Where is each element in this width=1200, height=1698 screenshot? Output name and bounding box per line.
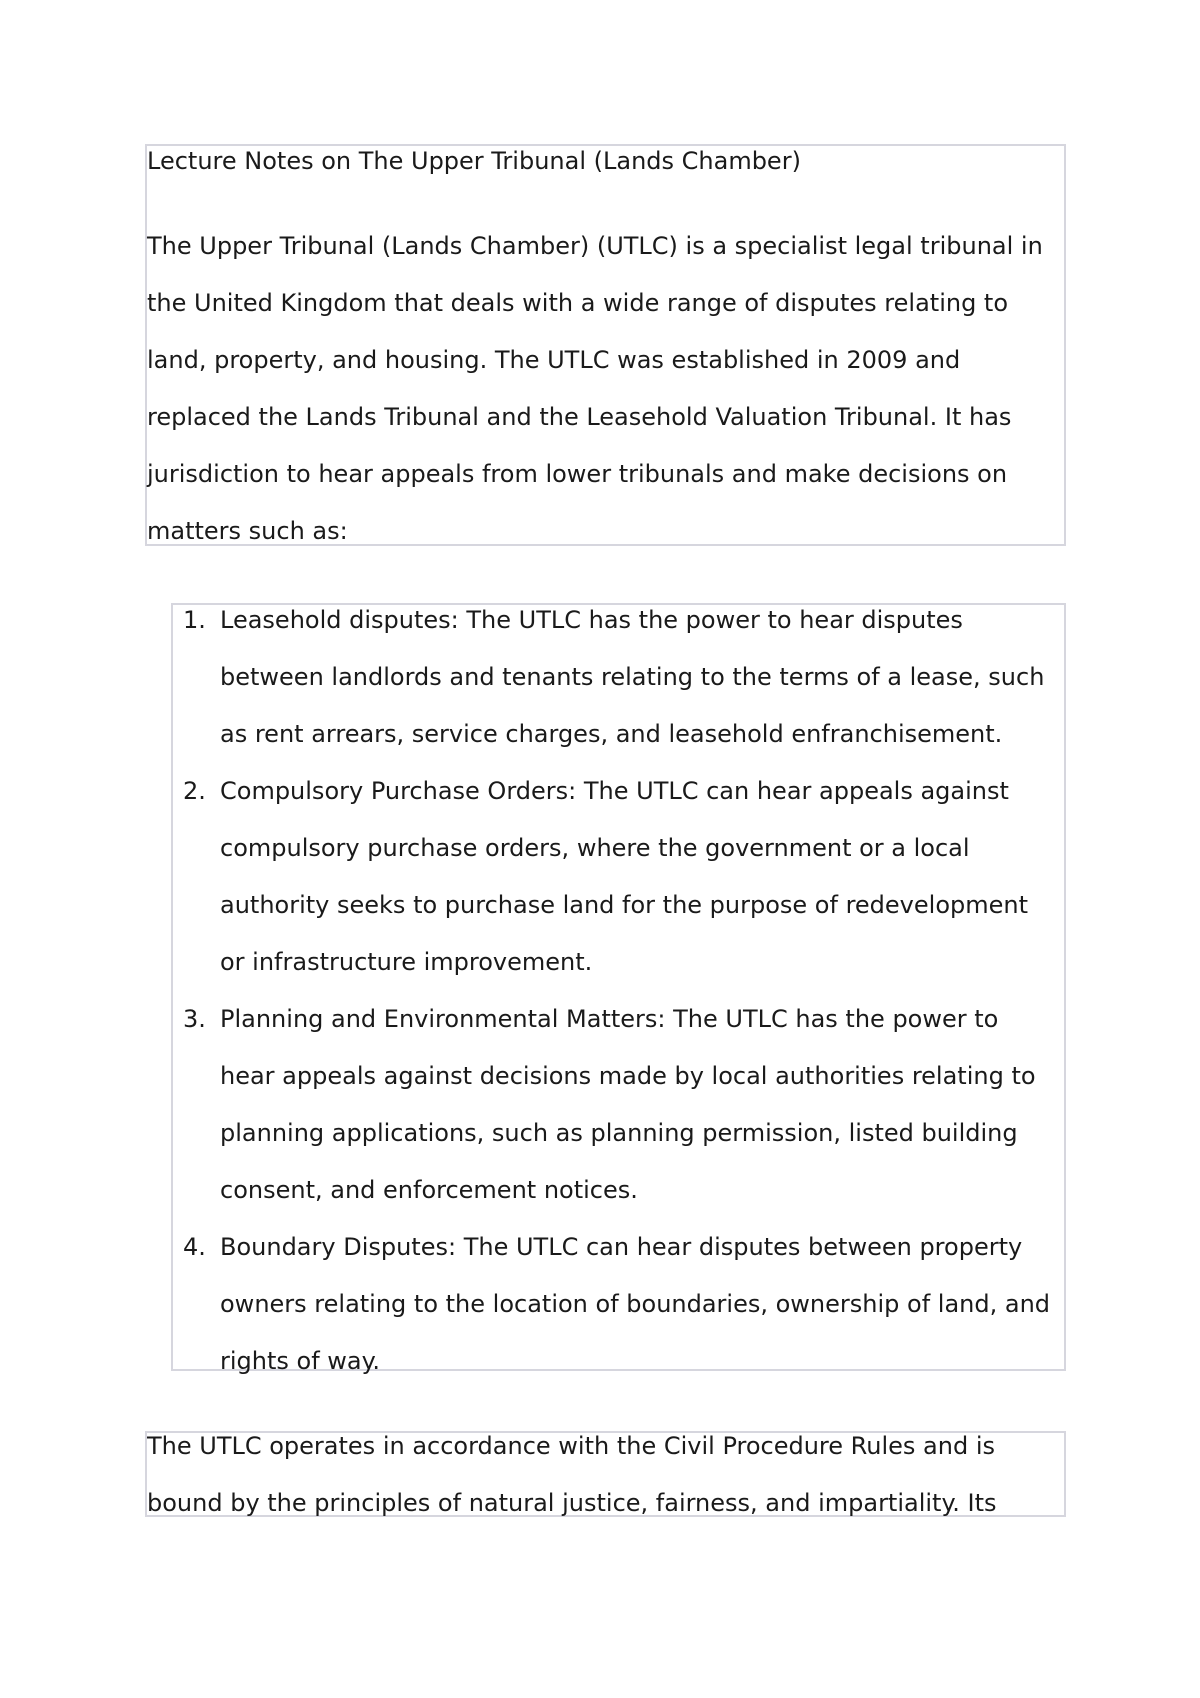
list-item-line: owners relating to the location of boundaries, ownership of land, and [220,1290,1051,1318]
intro-line: the United Kingdom that deals with a wide range of disputes relating to [147,289,1009,317]
list-item [173,991,1050,1219]
document-title: Lecture Notes on The Upper Tribunal (Lands Chamber) [147,147,801,175]
closing-line: The UTLC operates in accordance with the Civil Procedure Rules and is [147,1432,995,1460]
list-item [173,763,1050,991]
closing-line: bound by the principles of natural justice, fairness, and impartiality. Its [147,1489,997,1517]
intro-paragraph [147,218,1043,560]
intro-line: jurisdiction to hear appeals from lower tribunals and make decisions on [147,460,1008,488]
list-item [173,592,1050,763]
list-item-line: Leasehold disputes: The UTLC has the power to hear disputes [220,606,963,634]
list-item-line: rights of way. [220,1347,381,1375]
list-item-line: planning applications, such as planning permission, listed building [220,1119,1018,1147]
list-item-line: authority seeks to purchase land for the purpose of redevelopment [220,891,1028,919]
list-item-line: as rent arrears, service charges, and leasehold enfranchisement. [220,720,1003,748]
list-item [173,1219,1050,1390]
list-item-number: 2. [183,777,206,805]
jurisdiction-list [173,592,1050,1390]
intro-line: The Upper Tribunal (Lands Chamber) (UTLC) is a specialist legal tribunal in [147,232,1043,260]
closing-paragraph [147,1418,997,1518]
list-item-line: Planning and Environmental Matters: The UTLC has the power to [220,1005,999,1033]
list-item-line: Boundary Disputes: The UTLC can hear disputes between property [220,1233,1023,1261]
list-item-number: 4. [183,1233,206,1261]
list-item-number: 3. [183,1005,206,1033]
intro-line: land, property, and housing. The UTLC was established in 2009 and [147,346,961,374]
intro-line: matters such as: [147,517,348,545]
list-item-line: between landlords and tenants relating to the terms of a lease, such [220,663,1045,691]
list-item-line: or infrastructure improvement. [220,948,593,976]
list-item-line: consent, and enforcement notices. [220,1176,638,1204]
list-item-line: Compulsory Purchase Orders: The UTLC can hear appeals against [220,777,1009,805]
list-item-line: hear appeals against decisions made by local authorities relating to [220,1062,1036,1090]
list-item-number: 1. [183,606,206,634]
intro-line: replaced the Lands Tribunal and the Leasehold Valuation Tribunal. It has [147,403,1012,431]
list-item-line: compulsory purchase orders, where the government or a local [220,834,970,862]
